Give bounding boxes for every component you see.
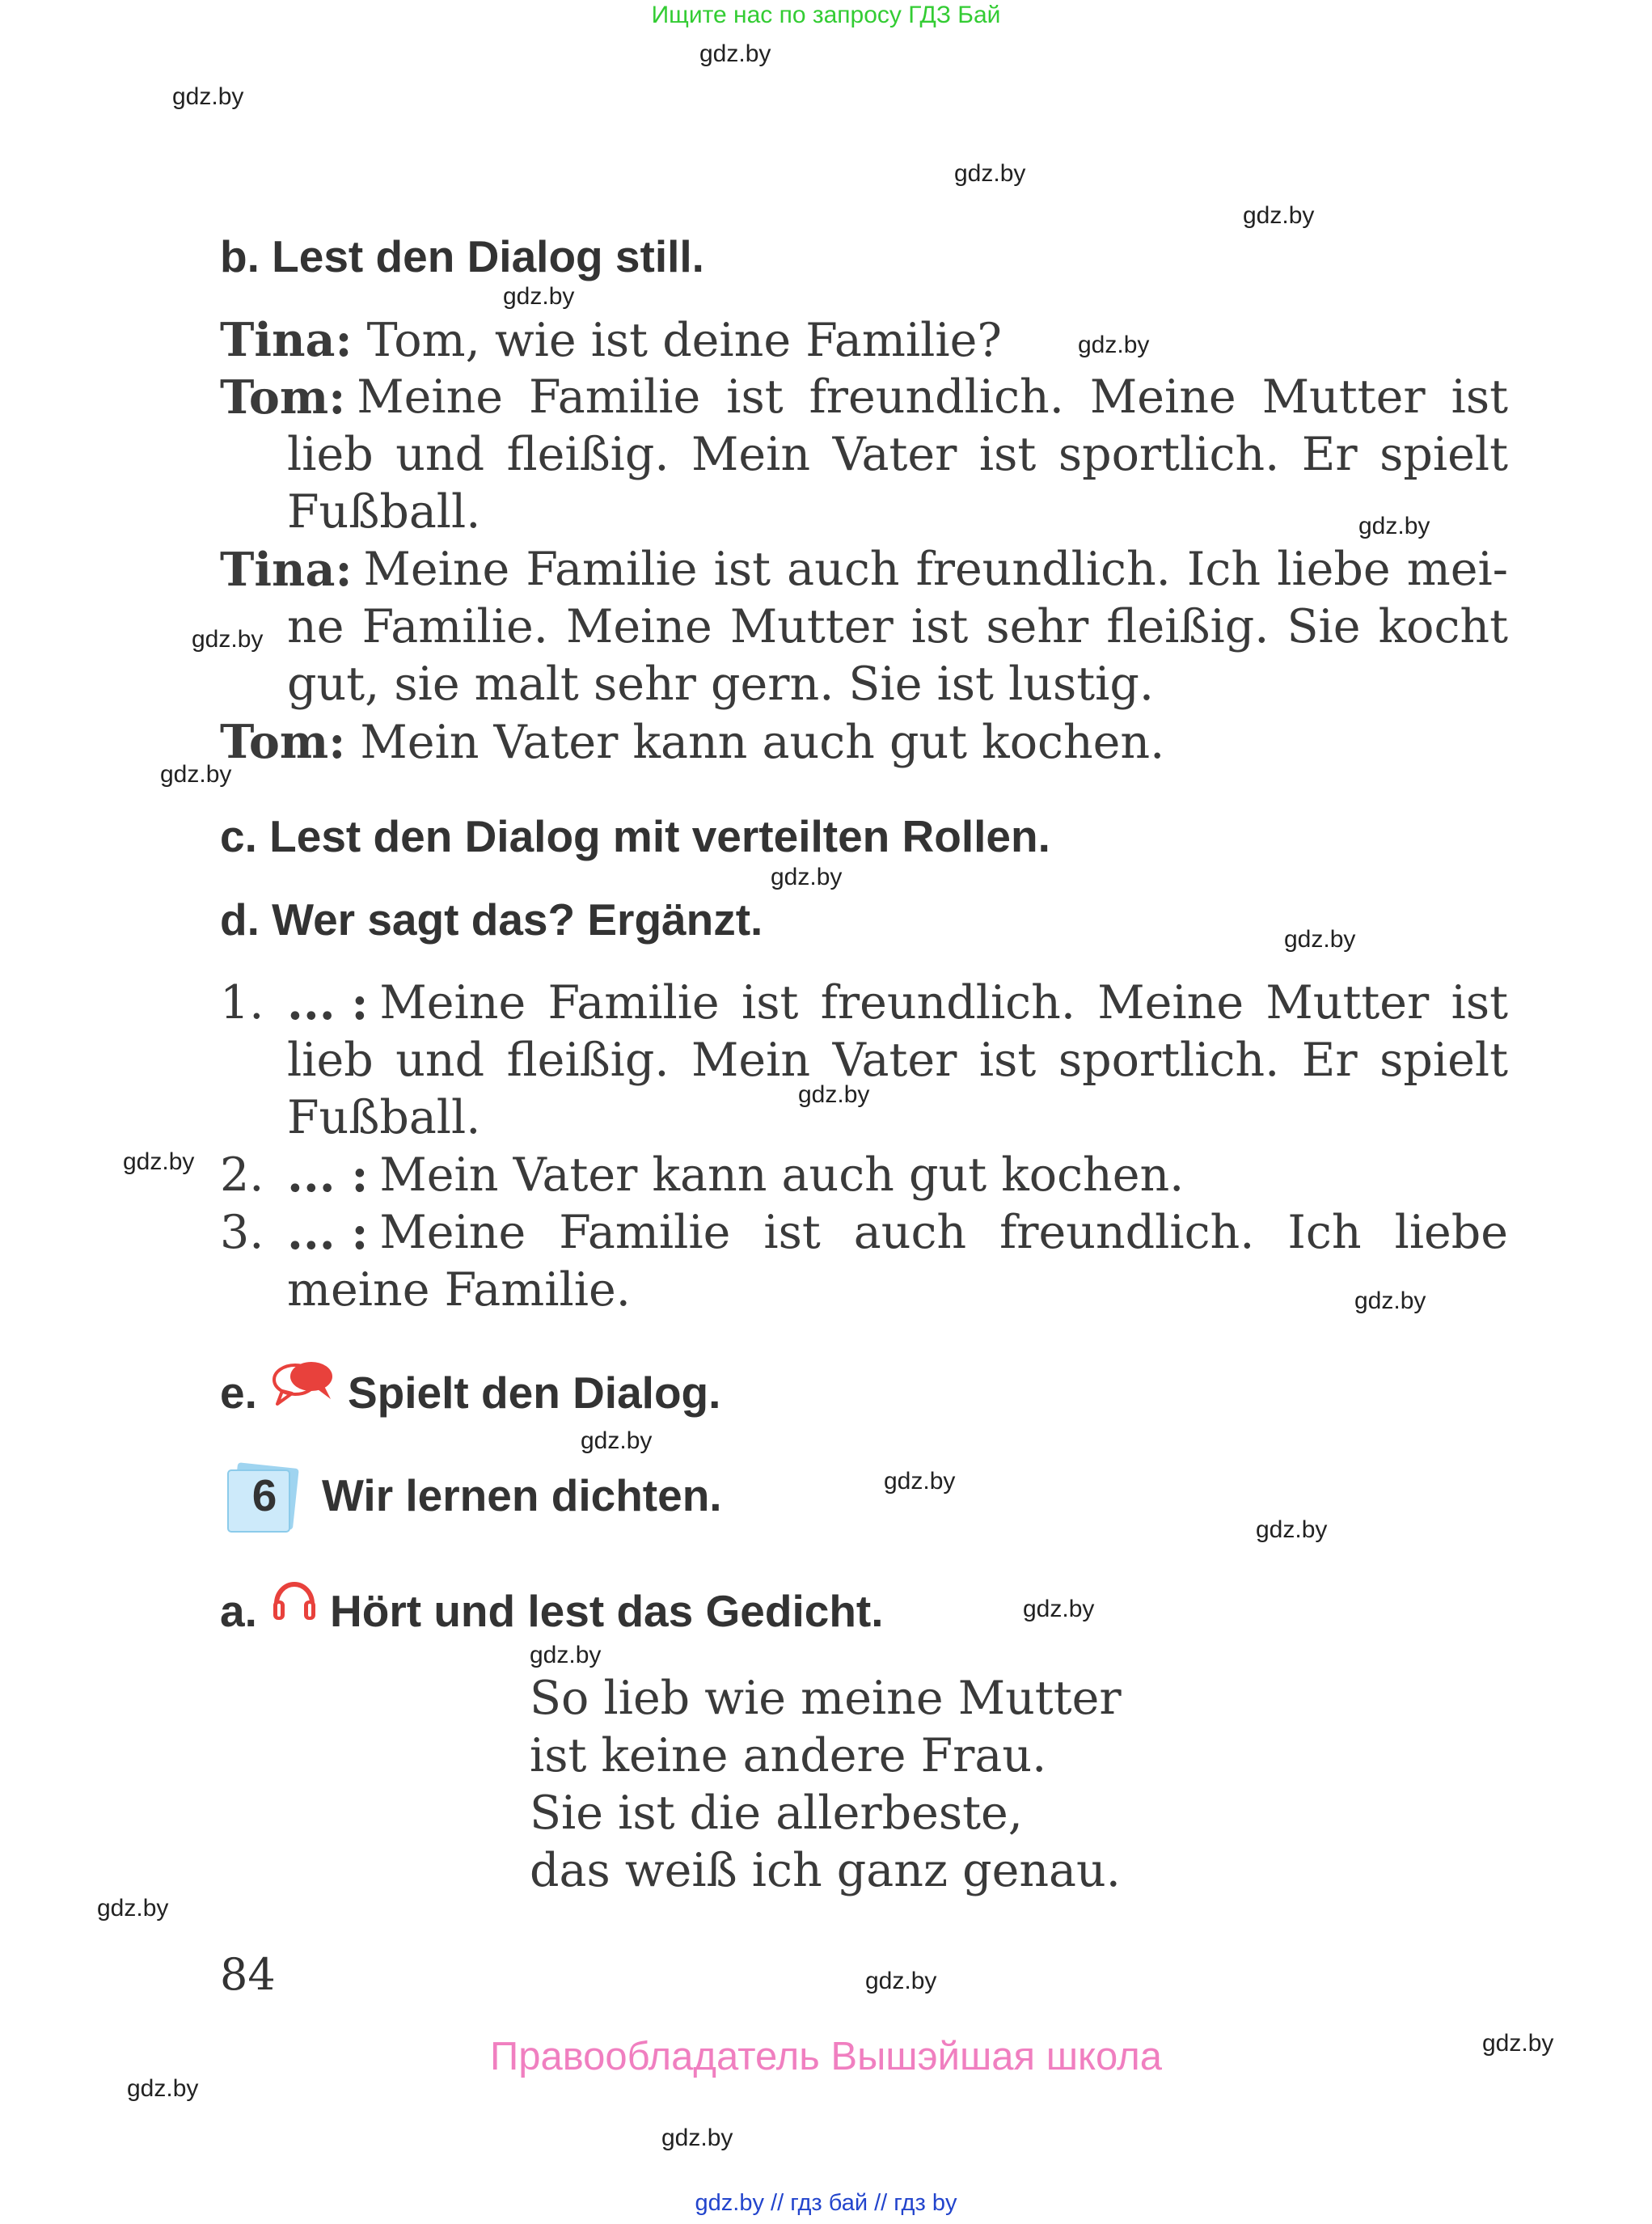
list-item — [220, 1204, 1508, 1262]
answer-blank: ... : — [287, 976, 369, 1030]
watermark: gdz.by — [865, 1968, 937, 1994]
item-text: Meine Familie ist auch freundlich. Ich liebe — [379, 1206, 1508, 1259]
watermark: gdz.by — [160, 761, 232, 788]
watermark: gdz.by — [1482, 2030, 1554, 2057]
watermark: gdz.by — [884, 1468, 956, 1495]
section-a-label: a. — [220, 1586, 257, 1636]
speaker-label: Tina: — [220, 313, 353, 367]
section-a-title: Hört und lest das Gedicht. — [330, 1586, 884, 1636]
watermark: gdz.by — [1358, 513, 1430, 539]
section-e-label: e. — [220, 1368, 257, 1418]
item-text: Mein Vater kann auch gut kochen. — [379, 1148, 1185, 1202]
poem-line: Sie ist die allerbeste, — [530, 1786, 1023, 1840]
item-text: Meine Familie ist freundlich. Meine Mutter ist — [379, 976, 1508, 1030]
item-number: 2. — [220, 1148, 264, 1202]
watermark: gdz.by — [699, 40, 771, 67]
item-text: meine Familie. — [287, 1263, 631, 1317]
task-title: Wir lernen dichten. — [322, 1470, 722, 1520]
watermark: gdz.by — [661, 2125, 733, 2151]
watermark: gdz.by — [1256, 1516, 1328, 1543]
copyright-notice: Правообладатель Вышэйшая школа — [489, 2035, 1163, 2078]
list-item — [220, 975, 1508, 1032]
watermark: gdz.by — [97, 1895, 169, 1922]
watermark: gdz.by — [1078, 332, 1150, 358]
poem-line: So lieb wie meine Mutter — [530, 1672, 1122, 1725]
watermark: gdz.by — [581, 1427, 653, 1454]
poem-line: ist keine andere Frau. — [530, 1729, 1047, 1782]
dialog-text: Meine Familie ist freundlich. Meine Mutter ist — [357, 370, 1508, 424]
dialog-line — [220, 311, 1002, 370]
poem — [530, 1670, 1122, 1900]
speech-bubbles-icon — [271, 1359, 336, 1409]
item-text: Fußball. — [287, 1091, 481, 1144]
speaker-label: Tina: — [220, 543, 353, 597]
watermark: gdz.by — [954, 160, 1026, 187]
watermark: gdz.by — [192, 626, 264, 653]
watermark: gdz.by — [1354, 1287, 1426, 1314]
footer-links[interactable]: gdz.by // гдз бай // гдз by — [695, 2190, 957, 2216]
dialog-text: Tom, wie ist deine Familie? — [366, 314, 1002, 367]
watermark: gdz.by — [172, 83, 244, 110]
list-item — [220, 1147, 1184, 1204]
answer-blank: ... : — [287, 1206, 369, 1260]
section-d-title: d. Wer sagt das? Ergänzt. — [220, 894, 763, 945]
watermark: gdz.by — [1284, 926, 1356, 953]
poem-line: das weiß ich ganz genau. — [530, 1844, 1121, 1897]
section-b-title: b. Lest den Dialog still. — [220, 231, 704, 281]
dialog-line — [220, 541, 1508, 598]
section-e-title: Spielt den Dialog. — [348, 1368, 721, 1418]
speaker-label: Tom: — [220, 370, 346, 425]
watermark: gdz.by — [1023, 1596, 1095, 1622]
dialog-line: gut, sie malt sehr gern. Sie ist lustig. — [287, 657, 1155, 711]
dialog-line: Fußball. — [287, 485, 481, 539]
watermark: gdz.by — [503, 283, 575, 310]
task-number: 6 — [251, 1470, 277, 1520]
dialog-line: ne Familie. Meine Mutter ist sehr fleißig. Sie kocht — [287, 600, 1508, 653]
answer-blank: ... : — [287, 1148, 369, 1203]
dialog-line — [220, 713, 1164, 772]
section-c-title: c. Lest den Dialog mit verteilten Rollen. — [220, 811, 1050, 861]
dialog-text: Mein Vater kann auch gut kochen. — [360, 716, 1165, 769]
watermark: gdz.by — [771, 864, 843, 890]
watermark: gdz.by — [798, 1081, 870, 1108]
page-number: 84 — [220, 1949, 276, 2000]
speaker-label: Tom: — [220, 715, 346, 769]
search-banner: Ищите нас по запросу ГДЗ Бай — [651, 2, 1001, 28]
dialog-line — [220, 369, 1508, 426]
item-number: 3. — [220, 1206, 264, 1259]
watermark: gdz.by — [1243, 202, 1315, 229]
item-text: lieb und fleißig. Mein Vater ist sportlich. Er spielt — [287, 1034, 1508, 1087]
watermark: gdz.by — [123, 1148, 195, 1175]
headphones-icon — [270, 1573, 319, 1623]
dialog-text: Meine Familie ist auch freundlich. Ich liebe mei- — [363, 543, 1508, 596]
dialog-line: lieb und fleißig. Mein Vater ist sportlich. Er spielt — [287, 428, 1508, 481]
watermark: gdz.by — [127, 2075, 199, 2102]
watermark: gdz.by — [530, 1642, 602, 1668]
item-number: 1. — [220, 976, 264, 1030]
